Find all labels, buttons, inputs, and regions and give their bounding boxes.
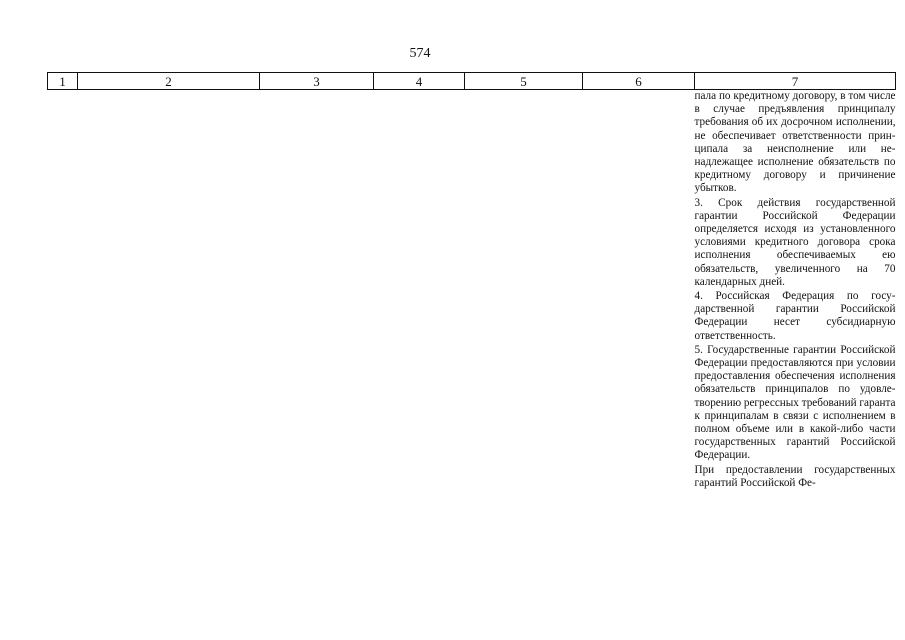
column-header-4: 4 <box>374 73 465 90</box>
column-header-1: 1 <box>48 73 78 90</box>
cell-col-4 <box>374 90 465 491</box>
cell-col-7 <box>695 90 896 491</box>
column-header-6: 6 <box>583 73 695 90</box>
paragraph-continuation: пала по кредитному договору, в том числе в случае предъявления принципалу требования об их досрочном исполнении, не обеспечивает ответственности принципала за неисполнение или ненадлежащее исполнение обязательств по кредитному договору и причинение убытков. <box>694 90 896 195</box>
table-header-row <box>48 73 896 90</box>
cell-col-6 <box>583 90 695 491</box>
paragraph-clause-5: 5. Государственные гарантии Российской Федерации предоставляются при условии предоставления обеспечения исполнения обязательств принципалов по удовлетворению регрессных требований гаранта к принципалам в связи с исполнением в полном объеме или в какой-либо части государственных гарантий Российской Федерации. <box>694 343 896 462</box>
page-number: 574 <box>409 46 431 61</box>
paragraph-trailing: При предоставлении государственных гарантий Российской Фе- <box>694 463 896 489</box>
column-header-7: 7 <box>695 73 896 90</box>
cell-col-1 <box>48 90 78 491</box>
paragraph-clause-4: 4. Российская Федерация по государственной гарантии Российской Федерации несет субсидиарную ответственность. <box>694 290 896 342</box>
column-header-5: 5 <box>465 73 583 90</box>
cell-col-3 <box>260 90 374 491</box>
document-table <box>47 72 896 490</box>
column-header-3: 3 <box>260 73 374 90</box>
paragraph-clause-3: 3. Срок действия государственной гарантии Российской Федерации определяется исходя из установленного условиями кредитного договора срока исполнения обеспечиваемых ею обязательств, увеличенного на 70 календарных дней. <box>694 196 896 288</box>
cell-col-2 <box>78 90 260 491</box>
cell-col-5 <box>465 90 583 491</box>
table-row <box>48 90 896 491</box>
column-header-2: 2 <box>78 73 260 90</box>
